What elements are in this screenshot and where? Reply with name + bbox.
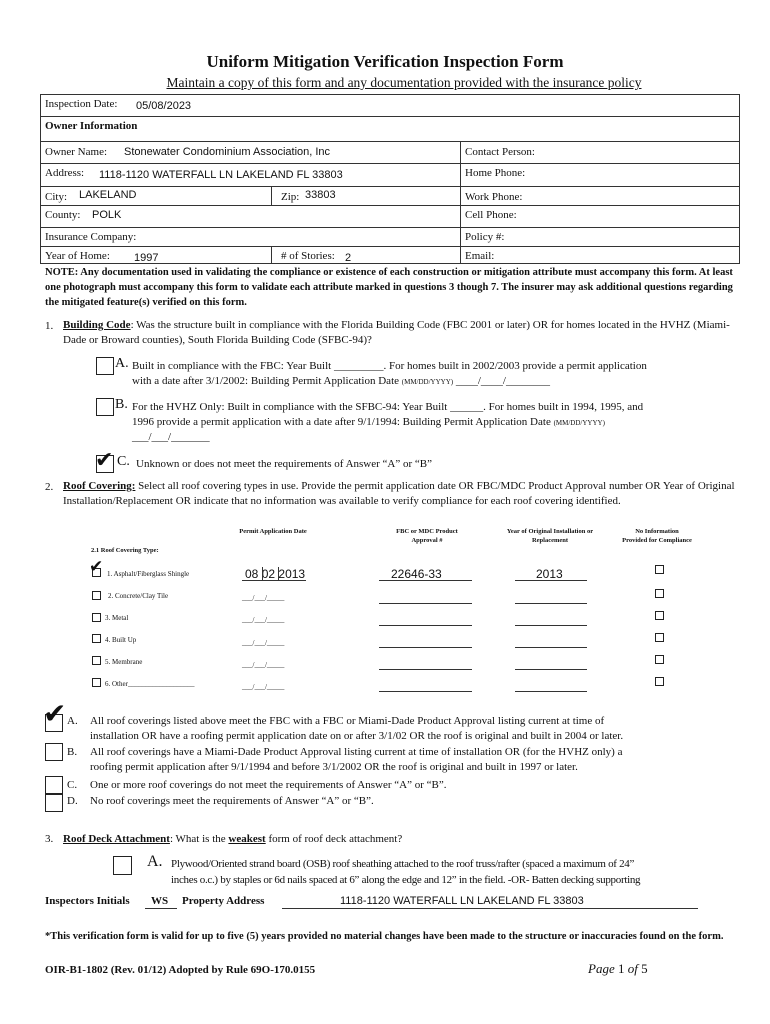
- q1-option-a-text: with a date after 3/1/2002: Building Permit Application Date: [132, 375, 400, 387]
- q2-option-b-line1: All roof coverings have a Miami-Dade Product Approval listing current at time of installation OR (for the HVHZ only) a: [90, 746, 623, 758]
- q2-option-b-letter: B.: [67, 746, 78, 758]
- validity-note: *This verification form is valid for up to five (5) years provided no material changes have been made to the structure or inaccuracies found on the form.: [45, 931, 724, 942]
- q1-option-c-letter: C.: [117, 454, 130, 469]
- q1-title: Building Code: [63, 319, 131, 331]
- q1-option-a-date-format: (MM/DD/YYYY): [401, 378, 454, 386]
- roof-row-6-checkbox[interactable]: [92, 678, 101, 687]
- roof-row-4-no-info-checkbox[interactable]: [655, 633, 664, 642]
- owner-info-heading: Owner Information: [45, 120, 138, 132]
- inspector-initials-label: Inspectors Initials: [45, 895, 130, 907]
- county-label: County:: [45, 209, 81, 221]
- q1-option-c-text: Unknown or does not meet the requirements of Answer “A” or “B”: [136, 458, 433, 470]
- policy-label: Policy #:: [465, 231, 505, 243]
- stories-field[interactable]: 2: [345, 252, 352, 264]
- work-phone-label: Work Phone:: [465, 191, 523, 203]
- q1-option-b-date-format: (MM/DD/YYYY): [553, 419, 605, 427]
- roof-row-5-no-info-checkbox[interactable]: [655, 655, 664, 664]
- roof-row-3-label: 3. Metal: [105, 614, 129, 622]
- roof-row-4-label: 4. Built Up: [105, 636, 137, 644]
- roof-row-2-checkbox[interactable]: [92, 591, 101, 600]
- roof-row-3-no-info-checkbox[interactable]: [655, 611, 664, 620]
- q2-option-d-text: No roof coverings meet the requirements of Answer “A” or “B”.: [90, 795, 374, 807]
- roof-row-4-permit-date[interactable]: ___/___/_____: [242, 639, 285, 647]
- roof-row-1-year[interactable]: 2013: [536, 567, 563, 581]
- property-address-label: Property Address: [182, 895, 265, 907]
- roof-row-3-checkbox[interactable]: [92, 613, 101, 622]
- year-of-home-label: Year of Home:: [45, 250, 110, 262]
- q1-option-b-date-blank[interactable]: ___/___/_______: [132, 431, 210, 443]
- cell-phone-label: Cell Phone:: [465, 209, 517, 221]
- q3-question: [63, 833, 402, 845]
- q2-option-c-text: One or more roof coverings do not meet the requirements of Answer “A” or “B”.: [90, 779, 447, 791]
- q3-option-a-letter: A.: [147, 853, 163, 870]
- q2-option-a-line1: All roof coverings listed above meet the FBC with a FBC or Miami-Dade Product Approval listing current at time of: [90, 715, 605, 727]
- q1-text: : Was the structure built in compliance with the Florida Building Code (FBC 2001 or later) OR for homes located in the HVHZ (Miami-Dade or Broward counties), South Florida Building Code (SFBC-94)?: [63, 319, 730, 346]
- q1-number: 1.: [45, 320, 54, 332]
- q2-option-a-check-icon: ✔: [43, 699, 67, 730]
- property-address-field[interactable]: 1118-1120 WATERFALL LN LAKELAND FL 33803: [340, 895, 584, 907]
- city-label: City:: [45, 191, 68, 203]
- documentation-note: NOTE: Any documentation used in validating the compliance or existence of each construction or mitigation attribute must accompany this form. At least one photograph must accompany this form to validate each attribute marked in questions 3 though 7. The insurer may ask additional questions regarding the mitigated feature(s) verified on this form.: [45, 267, 733, 308]
- stories-label: # of Stories:: [281, 250, 335, 262]
- q3-weakest: weakest: [228, 833, 266, 845]
- zip-label: Zip:: [281, 191, 300, 203]
- county-field[interactable]: POLK: [92, 209, 122, 221]
- q3-option-a-checkbox[interactable]: [113, 856, 132, 875]
- q2-option-c-letter: C.: [67, 779, 78, 791]
- roof-row-1-permit-date[interactable]: 08 02 2013: [245, 567, 306, 581]
- zip-field[interactable]: 33803: [305, 189, 336, 201]
- q3-number: 3.: [45, 833, 54, 845]
- roof-covering-type-label: 2.1 Roof Covering Type:: [91, 547, 159, 554]
- roof-row-1-approval[interactable]: 22646-33: [391, 567, 442, 581]
- form-title: Uniform Mitigation Verification Inspection Form: [206, 52, 564, 71]
- city-field[interactable]: LAKELAND: [79, 189, 137, 201]
- owner-name-label: Owner Name:: [45, 146, 108, 158]
- roof-row-6-no-info-checkbox[interactable]: [655, 677, 664, 686]
- year-of-home-field[interactable]: 1997: [134, 252, 159, 264]
- q1-option-a-line1: Built in compliance with the FBC: Year Built _________. For homes built in 2002/2003 provide a permit application: [132, 360, 647, 372]
- owner-name-field[interactable]: Stonewater Condominium Association, Inc: [124, 146, 331, 158]
- q1-option-a-date-blank[interactable]: ____/____/________: [455, 375, 550, 387]
- q1-option-a-line2: [132, 375, 550, 387]
- q3-title: Roof Deck Attachment: [63, 833, 170, 845]
- q3-text-before: : What is the: [169, 833, 226, 845]
- q2-option-b-checkbox[interactable]: [45, 743, 63, 761]
- insurance-company-label: Insurance Company:: [45, 231, 137, 243]
- roof-row-6-label: 6. Other___________________: [105, 680, 195, 688]
- q3-option-a-line2: inches o.c.) by staples or 6d nails spaced at 6” along the edge and 12” in the field. -OR- Batten decking supporting: [171, 874, 641, 886]
- form-id: OIR-B1-1802 (Rev. 01/12) Adopted by Rule 69O-170.0155: [45, 964, 316, 976]
- page-indicator: Page 1 of 5: [588, 961, 648, 976]
- col-header-permit-date: Permit Application Date: [239, 528, 307, 535]
- contact-person-label: Contact Person:: [465, 146, 535, 158]
- q1-option-a-checkbox[interactable]: [96, 357, 114, 375]
- q2-option-a-line2: installation OR have a roofing permit application date on or after 3/1/02 OR the roof is original and built in 2004 or later.: [90, 730, 624, 742]
- roof-row-5-label: 5. Membrane: [105, 658, 143, 666]
- roof-row-2-no-info-checkbox[interactable]: [655, 589, 664, 598]
- q1-question: [63, 318, 735, 348]
- q1-option-b-text: 1996 provide a permit application with a date after 9/1/1994: Building Permit Application Date: [132, 416, 551, 428]
- inspector-initials-field[interactable]: WS: [151, 895, 169, 907]
- q3-text-after: form of roof deck attachment?: [268, 833, 403, 845]
- q1-option-b-letter: B.: [115, 397, 128, 412]
- roof-row-2-label: 2. Concrete/Clay Tile: [108, 592, 169, 600]
- q1-option-a-letter: A.: [115, 356, 129, 371]
- q2-option-c-checkbox[interactable]: [45, 776, 63, 794]
- inspection-date-field[interactable]: 05/08/2023: [136, 100, 192, 112]
- inspection-date-label: Inspection Date:: [45, 98, 118, 110]
- q2-option-d-checkbox[interactable]: [45, 794, 63, 812]
- email-label: Email:: [465, 250, 495, 262]
- form-subtitle: Maintain a copy of this form and any documentation provided with the insurance policy: [166, 75, 642, 90]
- roof-row-1-no-info-checkbox[interactable]: [655, 565, 664, 574]
- q2-option-a-letter: A.: [67, 715, 78, 727]
- col-header-year: Year of Original Installation or Replacement: [506, 528, 594, 544]
- roof-row-3-permit-date[interactable]: ___/___/_____: [242, 616, 285, 624]
- q1-option-b-line2: [132, 416, 605, 428]
- roof-row-4-checkbox[interactable]: [92, 634, 101, 643]
- roof-row-1-check-icon: ✔: [89, 557, 104, 576]
- q1-option-c-check-icon: ✔: [95, 447, 114, 472]
- roof-row-2-permit-date[interactable]: ___/___/_____: [242, 594, 285, 602]
- roof-row-5-permit-date[interactable]: ___/___/_____: [242, 661, 285, 669]
- q2-title: Roof Covering:: [63, 480, 136, 492]
- home-phone-label: Home Phone:: [465, 167, 526, 179]
- q2-option-b-line2: roofing permit application after 9/1/1994 and before 3/1/2002 OR the roof is original and built in 1997 or later.: [90, 761, 578, 773]
- q2-number: 2.: [45, 481, 54, 493]
- q2-text: Select all roof covering types in use. Provide the permit application date OR FBC/MDC Product Approval number OR Year of Original Installation/Replacement OR indicate that no information was available to verify compliance for each roof covering identified.: [63, 480, 735, 507]
- roof-row-6-permit-date[interactable]: ___/___/_____: [242, 683, 285, 691]
- roof-row-5-checkbox[interactable]: [92, 656, 101, 665]
- q2-question: [63, 479, 735, 509]
- address-label: Address:: [45, 167, 85, 179]
- roof-row-1-label: 1. Asphalt/Fiberglass Shingle: [107, 570, 190, 578]
- q1-option-b-checkbox[interactable]: [96, 398, 114, 416]
- q2-option-d-letter: D.: [67, 795, 78, 807]
- col-header-no-info: No Information Provided for Compliance: [622, 528, 692, 544]
- q1-option-b-line1: For the HVHZ Only: Built in compliance with the SFBC-94: Year Built ______. For homes built in 1994, 1995, and: [132, 401, 644, 413]
- address-field[interactable]: 1118-1120 WATERFALL LN LAKELAND FL 33803: [99, 169, 343, 181]
- col-header-approval: FBC or MDC Product Approval #: [396, 528, 458, 544]
- q3-option-a-line1: Plywood/Oriented strand board (OSB) roof sheathing attached to the roof truss/rafter (spaced a maximum of 24”: [171, 858, 635, 870]
